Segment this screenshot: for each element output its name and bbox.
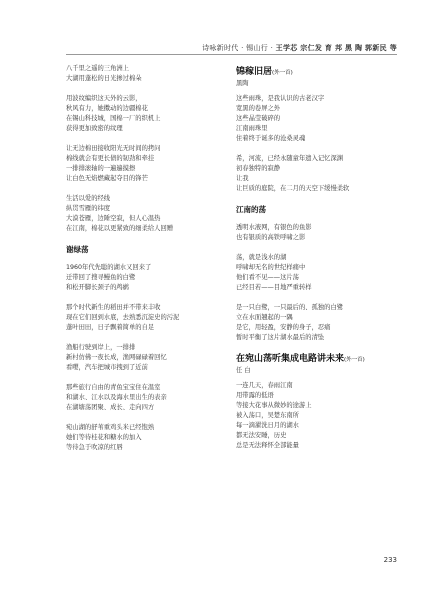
poem-line: 迁带回了搜寻鳗鱼的白鹭 <box>66 274 136 281</box>
stanza <box>66 383 216 413</box>
poem-line: 希，河流，已经永随童年遗入记忆深渊 <box>236 155 344 162</box>
poem-title <box>236 66 401 79</box>
poem-line: 新村仿佛一夜长成，渔网碌碌着回忆 <box>66 354 167 361</box>
poem-line: 初春独特的寂静 <box>236 165 281 172</box>
poem-line: 纵贯雪雁的纬度 <box>66 205 111 212</box>
stanza <box>66 64 216 84</box>
poem-line: 荡，就是浅水的湖 <box>236 254 287 261</box>
poem-line: 这些雨珠，是我认识的古老汉字 <box>236 95 325 102</box>
poem-line: 是一只白鹭，一只最后的、孤独的白鹭 <box>236 304 344 311</box>
stanza <box>66 144 216 184</box>
poem-title-note: (外一首) <box>272 70 293 76</box>
poem-line: 等接大花事从微妙的途游上 <box>236 402 312 409</box>
stanza <box>66 194 216 234</box>
poem-line: 棉线就会有更长债的韧劲和牵挂 <box>66 155 155 162</box>
stanza <box>66 263 216 293</box>
poem-line: 一排排滚轴的一遍遍摸擦 <box>66 165 136 172</box>
poem-line: 宽黑的卷屏之外 <box>236 105 281 112</box>
poem-line: 每一滴濯洗日月的湖水 <box>236 422 299 429</box>
poem-line: 他们看不见——这片荡 <box>236 274 299 281</box>
poem-line: 获得更加致密的纹理 <box>66 125 123 132</box>
poem-line: 透明水液网，有银色的鱼影 <box>236 224 312 231</box>
poem-line: 八千里之遥的三角洲上 <box>66 65 129 72</box>
left-column <box>66 64 216 463</box>
poem-line: 让无边棉田接收阳光无时间的拷问 <box>66 145 161 152</box>
right-column <box>236 64 401 461</box>
poem-line: 都无法安睡，历史 <box>236 432 287 439</box>
left-stanzas <box>66 64 216 234</box>
poem-title-2 <box>236 353 401 366</box>
poem-line: 她们等待桂花和糖水的加入 <box>66 434 142 441</box>
right-subtitle: 江南的荡 <box>236 205 266 214</box>
stanza <box>66 343 216 373</box>
left-subtitle: 谢绿荡 <box>66 245 89 254</box>
poem-line: 蓬叶田田，日子飘着简单的自足 <box>66 324 155 331</box>
poem-line: 让白色无焰燃藏起夺目的锋芒 <box>66 175 148 182</box>
stanza <box>236 253 401 293</box>
stanza <box>236 154 401 194</box>
poem-line: 那个时代新生的稻田并不带来丰收 <box>66 304 161 311</box>
stanza <box>66 423 216 453</box>
poem-line: 等待急于吹凉的红唇 <box>66 444 123 451</box>
poem-line: 暂时平衡了这片湖水最后的清坠 <box>236 334 325 341</box>
poem-author: 黑陶 <box>236 80 249 87</box>
poem-line: 秋风有力，她擞动的边疆棉花 <box>66 105 148 112</box>
right-stanzas <box>236 94 401 194</box>
poem-line: 已经目若——目地严重转样 <box>236 284 312 291</box>
poem-title-text: 锦稼旧居 <box>236 67 273 77</box>
poem-line: 现在它们回到水底，去熟悉沉淀史的污泥 <box>66 314 180 321</box>
poem-line: 宛山湖的舒苇重鸡头米已经饱熟 <box>66 424 155 431</box>
poem-line: 大漠苍雁，边陲空寂，但人心温热 <box>66 215 161 222</box>
right-stanzas-3 <box>236 381 401 451</box>
poem-line: 在江南，棉花以更紧致的细柔给人回赠 <box>66 225 174 232</box>
poem-line: 用带露的低语 <box>236 392 274 399</box>
right-stanzas-2 <box>236 223 401 343</box>
poem-line: 渔船行驶到岸上，一排排 <box>66 344 136 351</box>
poem-line: 总是无法释怀全部能量 <box>236 442 299 449</box>
stanza <box>236 94 401 144</box>
stanza <box>66 94 216 134</box>
poem-line: 立在水面翘起的一隅 <box>236 314 293 321</box>
poem-line: 大湖用蓬松的日光掺过棉朵 <box>66 75 142 82</box>
poem-line: 那些旅行自由的青鱼宝宝住在温室 <box>66 384 161 391</box>
stanza <box>236 303 401 343</box>
stanza <box>236 381 401 451</box>
stanza <box>236 223 401 243</box>
poem-line: 1960年代先聪的湖水又回来了 <box>66 264 152 271</box>
poem-line: 用波纹编织这天外的云影， <box>66 95 142 102</box>
poem-title-2-text: 在宛山荡听集成电路讲未来 <box>236 354 345 364</box>
poem-line: 被入荡口，吴楚东南所 <box>236 412 299 419</box>
poem-line: 和松开脚长颈子的鸬鹚 <box>66 284 129 291</box>
poem-line: 让巨质的庭院，在二月的天空下缓慢柔软 <box>236 185 350 192</box>
poem-line: 和湖水、江水以及海水里出生的表亲 <box>66 394 167 401</box>
poem-line: 在湖塘荡团聚、成长、走向四方 <box>66 404 155 411</box>
poem-title-2-note: (外一首) <box>344 357 365 363</box>
header-prefix: 诗咏新时代 · 锡山行 · <box>202 44 276 52</box>
poem-author-2: 任 白 <box>236 367 251 374</box>
left-stanzas-2 <box>66 263 216 453</box>
header-rule <box>66 54 397 55</box>
poem-line: 这些晶莹破碎的 <box>236 115 281 122</box>
page-number: 233 <box>383 556 397 564</box>
poem-line: 江南雨珠里 <box>236 125 268 132</box>
poem-line: 让我 <box>236 175 249 182</box>
poem-line: 呼啸却无名的世纪样痛中 <box>236 264 306 271</box>
poem-line: 住着终于诞多的沧桑灵魂 <box>236 135 306 142</box>
poem-line: 一连几天，春雨江南 <box>236 382 293 389</box>
poem-line: 也有银质的高铁呼啸之影 <box>236 234 306 241</box>
running-header <box>202 43 397 53</box>
header-authors: 王学芯 宗仁发 育 邦 黑 陶 郭新民 等 <box>275 44 397 52</box>
poem-line: 生活以爱的经线 <box>66 195 111 202</box>
poem-line: 是它，用轻盈，安静的身子，忍痛 <box>236 324 331 331</box>
poem-line: 看嘤，汽车把城市拽到了近前 <box>66 364 148 371</box>
stanza <box>66 303 216 333</box>
poem-line: 在锡山科技城，国棉一厂的织机上 <box>66 115 161 122</box>
